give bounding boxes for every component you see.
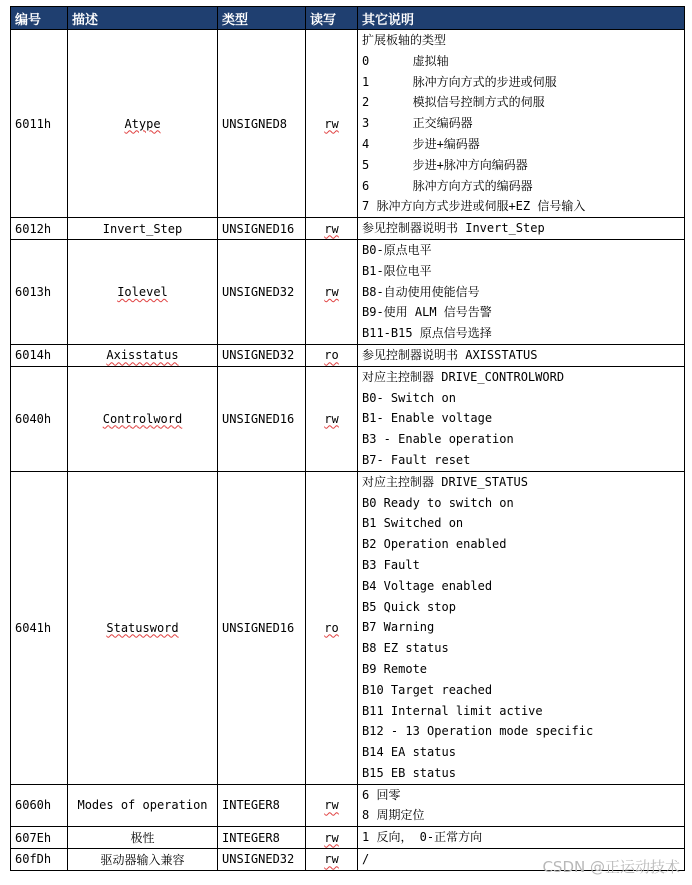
note-line: 8 周期定位 bbox=[362, 808, 425, 823]
cell-id: 6013h bbox=[11, 239, 68, 344]
cell-rw bbox=[306, 218, 358, 240]
cell-notes bbox=[358, 218, 685, 240]
cell-notes bbox=[358, 471, 685, 784]
description-text: 极性 bbox=[130, 831, 155, 846]
note-line: B8 EZ status bbox=[362, 641, 449, 656]
note-line: 4 步进+编码器 bbox=[362, 136, 480, 151]
note-line: 6 回零 bbox=[362, 787, 401, 802]
cell-description bbox=[68, 471, 218, 784]
note-line: 对应主控制器 DRIVE_STATUS bbox=[362, 474, 528, 489]
note-line: 1 脉冲方向方式的步进或伺服 bbox=[362, 74, 557, 89]
cell-description bbox=[68, 218, 218, 240]
rw-text: rw bbox=[324, 411, 339, 426]
cell-description bbox=[68, 30, 218, 218]
table-row bbox=[11, 784, 685, 827]
note-line: B3 Fault bbox=[362, 557, 420, 572]
table-row bbox=[11, 344, 685, 366]
cell-description bbox=[68, 344, 218, 366]
rw-text: rw bbox=[324, 798, 339, 813]
cell-rw bbox=[306, 344, 358, 366]
description-text: Atype bbox=[124, 116, 161, 131]
note-line: 5 步进+脉冲方向编码器 bbox=[362, 157, 528, 172]
note-line: B9 Remote bbox=[362, 661, 428, 676]
note-line: B15 EB status bbox=[362, 765, 456, 780]
cell-id: 60fDh bbox=[11, 849, 68, 871]
cell-description bbox=[68, 366, 218, 471]
note-line: B1 Switched on bbox=[362, 516, 464, 531]
note-line: B0 Ready to switch on bbox=[362, 495, 514, 510]
cell-type: UNSIGNED16 bbox=[218, 218, 306, 240]
rw-text: ro bbox=[324, 348, 339, 363]
note-line: 参见控制器说明书 AXISSTATUS bbox=[362, 347, 538, 362]
cell-description bbox=[68, 784, 218, 827]
cell-id: 6040h bbox=[11, 366, 68, 471]
note-line: B3 - Enable operation bbox=[362, 432, 514, 447]
description-text: Modes of operation bbox=[77, 798, 208, 813]
note-line: 扩展板轴的类型 bbox=[362, 33, 447, 47]
cell-notes bbox=[358, 784, 685, 827]
cell-id: 6041h bbox=[11, 471, 68, 784]
note-line: B1- Enable voltage bbox=[362, 411, 493, 426]
note-line: B8-自动使用使能信号 bbox=[362, 284, 480, 299]
header-description: 描述 bbox=[68, 7, 218, 30]
note-line: B7- Fault reset bbox=[362, 452, 471, 467]
cell-rw bbox=[306, 239, 358, 344]
cell-type: UNSIGNED8 bbox=[218, 30, 306, 218]
table-row bbox=[11, 218, 685, 240]
cell-description bbox=[68, 849, 218, 871]
cell-rw bbox=[306, 827, 358, 849]
note-line: B14 EA status bbox=[362, 745, 456, 760]
cell-notes bbox=[358, 30, 685, 218]
note-line: 1 反向， 0-正常方向 bbox=[362, 830, 483, 845]
cell-type: INTEGER8 bbox=[218, 784, 306, 827]
cell-type: UNSIGNED16 bbox=[218, 366, 306, 471]
description-text: 驱动器输入兼容 bbox=[100, 852, 185, 867]
note-line: B10 Target reached bbox=[362, 682, 493, 697]
table-row bbox=[11, 827, 685, 849]
note-line: 6 脉冲方向方式的编码器 bbox=[362, 178, 533, 193]
rw-text: rw bbox=[324, 284, 339, 299]
cell-id: 6014h bbox=[11, 344, 68, 366]
cell-rw bbox=[306, 849, 358, 871]
cell-rw bbox=[306, 30, 358, 218]
cell-notes bbox=[358, 366, 685, 471]
cell-notes bbox=[358, 827, 685, 849]
note-line: B4 Voltage enabled bbox=[362, 578, 493, 593]
rw-text: ro bbox=[324, 620, 339, 635]
cell-type: UNSIGNED32 bbox=[218, 849, 306, 871]
table-body bbox=[11, 30, 685, 871]
cell-id: 6060h bbox=[11, 784, 68, 827]
note-line: B9-使用 ALM 信号告警 bbox=[362, 305, 492, 320]
note-line: 参见控制器说明书 Invert_Step bbox=[362, 221, 545, 236]
header-type: 类型 bbox=[218, 7, 306, 30]
description-text: Controlword bbox=[102, 411, 183, 426]
note-line: B2 Operation enabled bbox=[362, 537, 507, 552]
object-dictionary-table bbox=[10, 6, 685, 871]
note-line: B1-限位电平 bbox=[362, 263, 432, 278]
note-line: 2 模拟信号控制方式的伺服 bbox=[362, 95, 545, 110]
rw-text: rw bbox=[324, 116, 339, 131]
watermark: CSDN @正运动技术 bbox=[542, 858, 680, 876]
table-row bbox=[11, 471, 685, 784]
cell-rw bbox=[306, 366, 358, 471]
table-row bbox=[11, 30, 685, 218]
cell-description bbox=[68, 239, 218, 344]
cell-type: UNSIGNED16 bbox=[218, 471, 306, 784]
header-row bbox=[11, 7, 685, 30]
rw-text: rw bbox=[324, 852, 339, 867]
table-row bbox=[11, 366, 685, 471]
note-line: B5 Quick stop bbox=[362, 599, 456, 614]
cell-id: 6012h bbox=[11, 218, 68, 240]
note-line: B0- Switch on bbox=[362, 390, 456, 405]
header-id: 编号 bbox=[11, 7, 68, 30]
cell-type: UNSIGNED32 bbox=[218, 344, 306, 366]
cell-id: 6011h bbox=[11, 30, 68, 218]
note-line: / bbox=[362, 852, 370, 867]
cell-notes bbox=[358, 239, 685, 344]
cell-type: INTEGER8 bbox=[218, 827, 306, 849]
header-notes: 其它说明 bbox=[358, 7, 685, 30]
rw-text: rw bbox=[324, 830, 339, 845]
rw-text: rw bbox=[324, 221, 339, 236]
note-line: 对应主控制器 DRIVE_CONTROLWORD bbox=[362, 369, 565, 384]
cell-rw bbox=[306, 471, 358, 784]
description-text: Iolevel bbox=[117, 284, 168, 299]
note-line: B11 Internal limit active bbox=[362, 703, 543, 718]
cell-rw bbox=[306, 784, 358, 827]
description-text: Axisstatus bbox=[106, 348, 179, 363]
header-rw: 读写 bbox=[306, 7, 358, 30]
cell-type: UNSIGNED32 bbox=[218, 239, 306, 344]
note-line: B11-B15 原点信号选择 bbox=[362, 326, 492, 341]
table-row bbox=[11, 239, 685, 344]
note-line: 0 虚拟轴 bbox=[362, 53, 449, 68]
note-line: B7 Warning bbox=[362, 620, 435, 635]
cell-description bbox=[68, 827, 218, 849]
description-text: Invert_Step bbox=[102, 221, 183, 236]
description-text: Statusword bbox=[106, 620, 179, 635]
note-line: B0-原点电平 bbox=[362, 242, 432, 257]
cell-notes bbox=[358, 344, 685, 366]
note-line: 7 脉冲方向方式步进或伺服+EZ 信号输入 bbox=[362, 199, 586, 214]
note-line: B12 - 13 Operation mode specific bbox=[362, 724, 594, 739]
note-line: 3 正交编码器 bbox=[362, 116, 473, 131]
cell-id: 607Eh bbox=[11, 827, 68, 849]
